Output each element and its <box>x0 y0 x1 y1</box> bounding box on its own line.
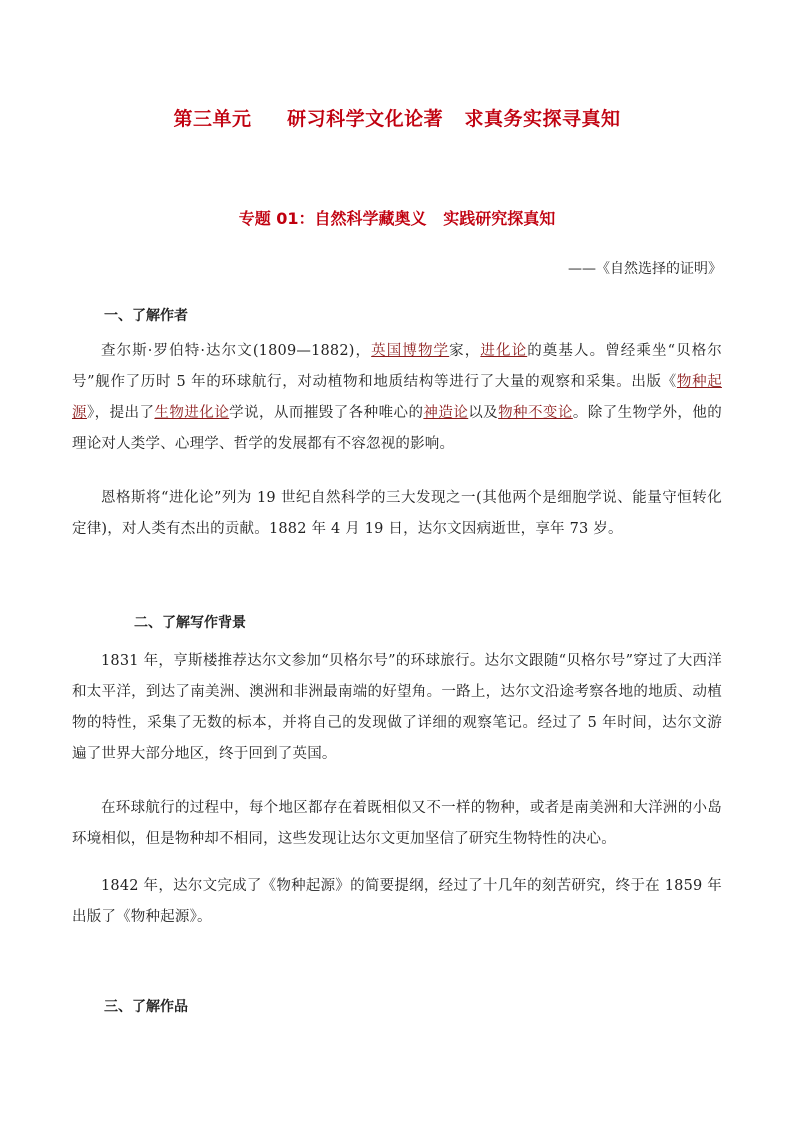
section-heading-author: 一、了解作者 <box>104 308 188 324</box>
link-species-immutability[interactable]: 物种不变论 <box>498 405 573 421</box>
link-origin-of-species[interactable]: 物种起源 <box>72 374 722 421</box>
paragraph-engels: 恩格斯将“进化论”列为 19 世纪自然科学的三大发现之一(其他两个是细胞学说、能量守恒转化定律)，对人类有杰出的贡献。1882 年 4 月 19 日，达尔文因病逝世，享年 73 岁。 <box>72 490 722 537</box>
unit-title: 第三单元 研习科学文化论著 求真务实探寻真知 <box>173 108 621 130</box>
link-creationism[interactable]: 神造论 <box>423 405 469 421</box>
link-british-naturalist[interactable]: 英国博物学 <box>371 343 450 359</box>
paragraph-species-observation: 在环球航行的过程中，每个地区都存在着既相似又不一样的物种，或者是南美洲和大洋洲的小岛环境相似，但是物种却不相同，这些发现让达尔文更加坚信了研究生物特性的决心。 <box>72 800 722 847</box>
paragraph-publication: 1842 年，达尔文完成了《物种起源》的简要提纲，经过了十几年的刻苦研究，终于在 1859 年出版了《物种起源》。 <box>72 878 722 925</box>
section-heading-background: 二、了解写作背景 <box>134 615 246 631</box>
paragraph-author-intro: 查尔斯·罗伯特·达尔文(1809—1882)，英国博物学家，进化论的奠基人。曾经乘坐“贝格尔号”舰作了历时 5 年的环球航行，对动植物和地质结构等进行了大量的观察和采集。出版《物种起源》，提出了生物进化论学说，从而摧毁了各种唯心的神造论以及物种不变论。除了生物学外，他的理论对人类学、心理学、哲学的发展都有不容忽视的影响。 <box>72 343 723 452</box>
section-heading-work: 三、了解作品 <box>104 999 188 1015</box>
topic-title: 专题 01：自然科学藏奥义 实践研究探真知 <box>238 209 556 228</box>
subtitle: ——《自然选择的证明》 <box>568 261 722 277</box>
paragraph-voyage: 1831 年，亨斯楼推荐达尔文参加“贝格尔号”的环球旅行。达尔文跟随“贝格尔号”穿过了大西洋和太平洋，到达了南美洲、澳洲和非洲最南端的好望角。一路上，达尔文沿途考察各地的地质、动植物的特性，采集了无数的标本，并将自己的发现做了详细的观察笔记。经过了 5 年时间，达尔文游遍了世界大部分地区，终于回到了英国。 <box>72 653 722 762</box>
link-evolution-theory[interactable]: 进化论 <box>480 343 528 359</box>
link-biological-evolution[interactable]: 生物进化论 <box>154 405 230 421</box>
